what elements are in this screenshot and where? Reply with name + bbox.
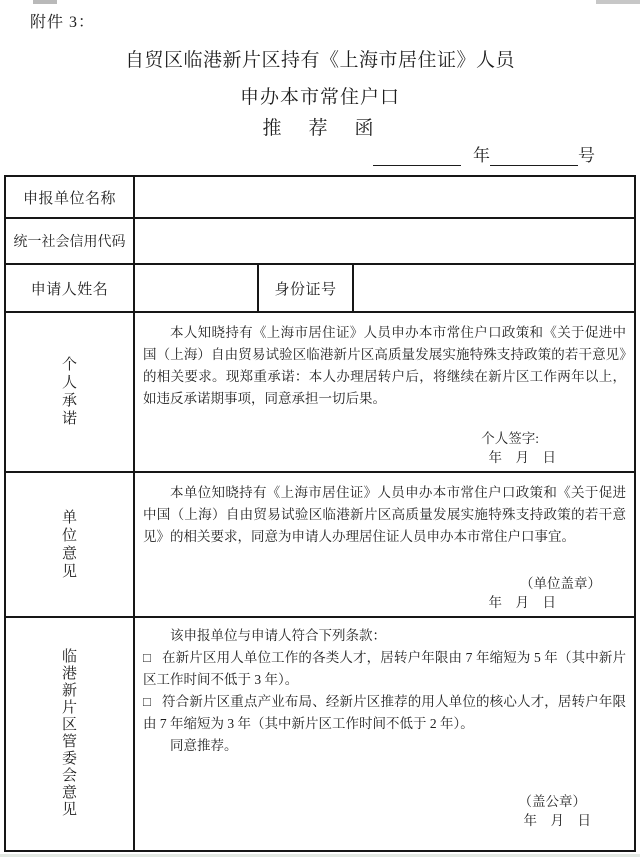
table-row-unit-opinion [5, 472, 635, 617]
committee-option-1 [135, 647, 634, 691]
committee-opinion-cell [134, 617, 635, 851]
unit-seal-label: （单位盖章） [520, 576, 602, 591]
checkbox-icon[interactable]: □ [143, 694, 152, 709]
declare-unit-label: 申报单位名称 [5, 176, 134, 218]
document-title-line3: 推 荐 函 [262, 118, 378, 139]
unit-opinion-text: 本单位知晓持有《上海市居住证》人员申办本市常住户口政策和《关于促进中国（上海）自由贸易试验区临港新片区高质量发展实施特殊支持政策的若干意见》的相关要求，同意为申请人办理居住证人员申办本市常住户口事宜。 [143, 485, 627, 544]
committee-seal-date[interactable]: 年 月 日 [523, 813, 592, 828]
table-row-applicant [5, 264, 635, 312]
table-row-personal-commitment [5, 312, 635, 472]
document-title-line2: 申办本市常住户口 [239, 87, 400, 108]
unit-opinion-label: 单位意见 [5, 472, 134, 617]
doc-number-blank-field[interactable] [490, 147, 578, 166]
committee-agree-text: 同意推荐。 [170, 738, 238, 753]
table-row-credit-code [5, 218, 635, 264]
table-row-declare-unit [5, 176, 635, 218]
scan-artifact-top-right [596, 0, 640, 4]
applicant-name-value-cell[interactable] [134, 264, 258, 312]
table-row-committee-opinion [5, 617, 635, 851]
personal-signature-date[interactable]: 年 月 日 [488, 450, 557, 465]
credit-code-label: 统一社会信用代码 [5, 218, 134, 264]
unit-seal-block [135, 574, 634, 612]
committee-opinion-label: 临港新片区管委会意见 [5, 617, 134, 851]
document-title-line1: 自贸区临港新片区持有《上海市居住证》人员 [124, 50, 515, 71]
year-label: 年 [473, 146, 490, 165]
scan-artifact-top-left [33, 0, 57, 4]
committee-option-2-text: 符合新片区重点产业布局、经新片区推荐的用人单位的核心人才，居转户年限由 7 年缩短为 3 年（其中新片区工作时间不低于 2 年）。 [143, 694, 627, 731]
checkbox-icon[interactable]: □ [143, 650, 151, 665]
id-number-label: 身份证号 [258, 264, 353, 312]
declare-unit-value-cell[interactable] [134, 176, 635, 218]
attachment-label: 附件 3： [30, 14, 96, 31]
committee-seal-label: （盖公章） [518, 794, 587, 809]
committee-option-1-text: 在新片区用人单位工作的各类人才，居转户年限由 7 年缩短为 5 年（其中新片区工作时间不低于 3 年）。 [143, 650, 627, 687]
personal-commitment-text: 本人知晓持有《上海市居住证》人员申办本市常住户口政策和《关于促进中国（上海）自由贸易试验区临港新片区高质量发展实施特殊支持政策的若干意见》的相关要求。现郑重承诺：本人办理居转户后，将继续在新片区工作两年以上，如违反承诺期事项，同意承担一切后果。 [143, 325, 627, 406]
committee-seal-block [135, 792, 634, 830]
committee-option-2 [135, 691, 634, 735]
personal-signature-block [135, 429, 634, 467]
personal-commitment-cell [134, 312, 635, 472]
applicant-name-label: 申请人姓名 [5, 264, 134, 312]
number-label: 号 [578, 146, 595, 165]
personal-signature-label[interactable]: 个人签字: [481, 431, 540, 446]
id-number-value-cell[interactable] [353, 264, 635, 312]
document-number-line [373, 141, 595, 166]
unit-opinion-cell [134, 472, 635, 617]
doc-year-blank-field[interactable] [373, 147, 461, 166]
unit-seal-date[interactable]: 年 月 日 [488, 595, 557, 610]
credit-code-value-cell[interactable] [134, 218, 635, 264]
committee-intro-text: 该申报单位与申请人符合下列条款： [170, 628, 386, 643]
personal-commitment-label: 个人承诺 [5, 312, 134, 472]
recommendation-form-table [4, 175, 636, 852]
